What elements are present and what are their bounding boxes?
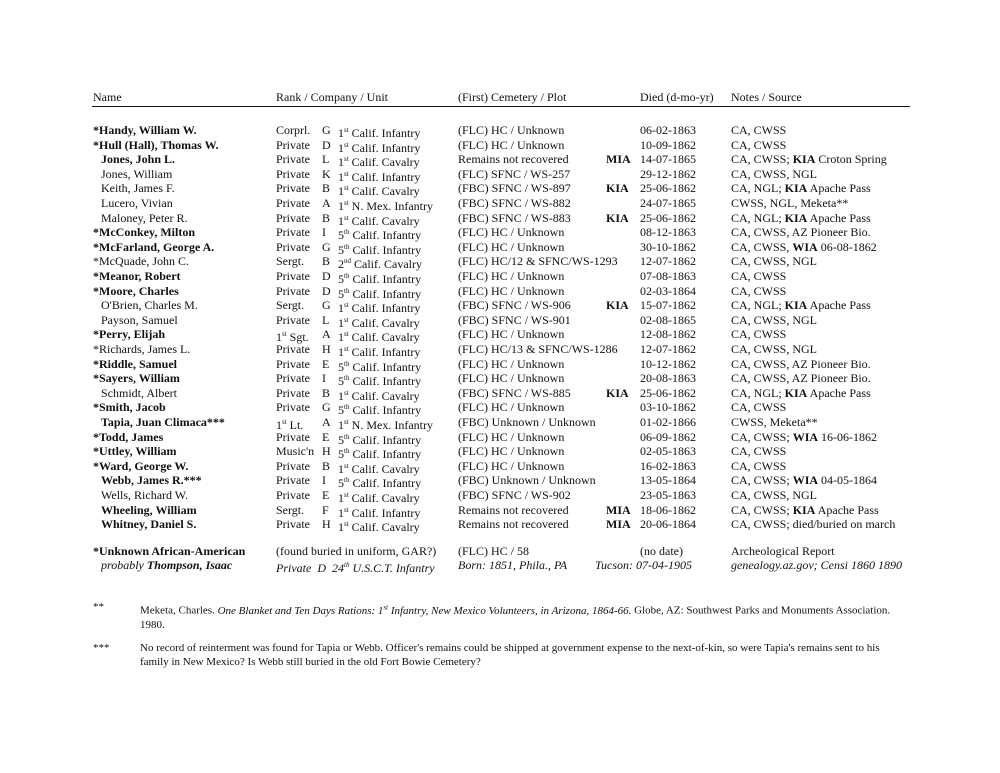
table-row [0, 400, 1000, 418]
company: F [322, 502, 329, 517]
unit: 1st Calif. Cavalry [338, 184, 420, 199]
cemetery-plot: (FLC) HC / Unknown [458, 283, 565, 298]
cemetery-plot: (FBC) SFNC / WS-882 [458, 196, 571, 210]
table-row [0, 517, 1000, 535]
soldier-name: O'Brien, Charles M. [101, 298, 198, 313]
rank: Private [276, 269, 310, 283]
company: E [322, 488, 330, 502]
soldier-name: Tapia, Juan Climaca*** [101, 415, 225, 429]
unit: 5th Calif. Infantry [338, 374, 422, 389]
notes-source: CA, NGL; KIA Apache Pass [731, 385, 871, 400]
died-date: 24-07-1865 [640, 196, 696, 210]
company: G [322, 298, 331, 313]
cemetery-plot: (FLC) HC / Unknown [458, 239, 565, 254]
footnote-mark-2: *** [93, 642, 110, 654]
died-date: 30-10-1862 [640, 239, 696, 254]
rank: Private [276, 181, 310, 196]
soldier-name: Keith, James F. [101, 181, 175, 196]
rank: Private [276, 196, 310, 210]
company: E [322, 429, 330, 444]
rank: 1st Lt. [276, 418, 304, 432]
rank: Corprl. [276, 123, 311, 137]
company: H [322, 444, 331, 459]
soldier-name: *Hull (Hall), Thomas W. [93, 137, 219, 152]
cemetery-plot: (FBC) SFNC / WS-885 [458, 385, 571, 400]
notes-source: CA, CWSS [731, 444, 787, 459]
died-date: 10-09-1862 [640, 137, 696, 152]
unit: 1st Calif. Cavalry [338, 315, 420, 330]
notes-source: CA, CWSS, NGL [731, 166, 818, 181]
cemetery-plot: Remains not recovered [458, 517, 569, 532]
company: H [322, 517, 331, 532]
notes-source: CA, CWSS, NGL [731, 254, 818, 269]
died-date: 23-05-1863 [640, 488, 696, 502]
unknown-notes: Archeological Report [731, 544, 835, 558]
company: E [322, 356, 330, 371]
cemetery-plot: (FLC) HC / Unknown [458, 458, 565, 473]
table-row [0, 152, 1000, 170]
unit: 5th Calif. Infantry [338, 403, 422, 418]
rank: Private [276, 166, 310, 181]
table-row [0, 123, 1000, 138]
unit: 1st Calif. Infantry [338, 126, 421, 140]
soldier-name: *Todd, James [93, 429, 164, 444]
company: D [322, 283, 331, 298]
cemetery-plot: (FLC) HC / Unknown [458, 429, 565, 444]
table-row [0, 167, 1000, 182]
rank: Private [276, 137, 310, 152]
status-flag: MIA [606, 152, 631, 167]
probable-name [101, 558, 232, 573]
rank: Private [276, 371, 310, 386]
company: I [322, 473, 326, 488]
table-row [0, 298, 1000, 316]
notes-source: CA, CWSS; WIA 16-06-1862 [731, 429, 878, 444]
cemetery-plot: (FLC) HC / Unknown [458, 371, 565, 386]
unit: 5th Calif. Infantry [338, 476, 422, 491]
header-notes: Notes / Source [731, 90, 802, 104]
table-row [0, 225, 1000, 243]
header-rule [92, 106, 910, 107]
rank: Private [276, 385, 310, 400]
unknown-name: *Unknown African-American [93, 544, 246, 558]
unit: 5th Calif. Infantry [338, 447, 422, 462]
notes-source: CWSS, NGL, Meketa** [731, 196, 849, 210]
notes-source: CA, CWSS [731, 458, 787, 473]
unit: 5th Calif. Infantry [338, 359, 422, 374]
died-date: 25-06-1862 [640, 210, 696, 225]
soldier-name: Jones, William [101, 166, 173, 181]
died-date: 13-05-1864 [640, 473, 696, 488]
company: G [322, 123, 331, 137]
rank: Private [276, 400, 310, 415]
notes-source: CA, CWSS, NGL [731, 312, 818, 327]
unit: 1st Calif. Cavalry [338, 155, 420, 170]
rank: Private [276, 312, 310, 327]
soldier-name: Jones, John L. [101, 152, 176, 167]
table-row [0, 503, 1000, 518]
notes-source: CA, CWSS [731, 327, 787, 342]
rank: Private [276, 225, 310, 240]
died-date: 02-03-1864 [640, 283, 696, 298]
unit: 1st Calif. Infantry [338, 301, 421, 316]
cemetery-plot: (FBC) SFNC / WS-883 [458, 210, 571, 225]
died-date: 25-06-1862 [640, 181, 696, 196]
header-rank: Rank / Company / Unit [276, 90, 388, 104]
soldier-name: *McFarland, George A. [93, 239, 215, 254]
notes-source: CA, CWSS; WIA 04-05-1864 [731, 473, 878, 488]
soldier-name: Lucero, Vivian [101, 196, 173, 210]
soldier-name: *Sayers, William [93, 371, 180, 386]
unit: 1st Calif. Infantry [338, 345, 421, 359]
rank: Sergt. [276, 502, 305, 517]
cemetery-plot: Remains not recovered [458, 502, 569, 517]
probable-name-bold: Thompson, Isaac [146, 558, 233, 572]
soldier-name: Wells, Richard W. [101, 488, 189, 502]
cemetery-plot: (FLC) HC / Unknown [458, 225, 565, 240]
unit: 1st Calif. Infantry [338, 505, 421, 520]
table-row [0, 459, 1000, 474]
status-flag: KIA [606, 385, 629, 400]
cemetery-plot: Remains not recovered [458, 152, 569, 167]
company: A [322, 327, 331, 342]
table-row [0, 386, 1000, 401]
probable-notes: genealogy.az.gov; Censi 1860 1890 [731, 558, 902, 572]
table-row [0, 342, 1000, 357]
died-date: 06-09-1862 [640, 429, 696, 444]
died-date: 10-12-1862 [640, 356, 696, 371]
died-date: 14-07-1865 [640, 152, 696, 167]
cemetery-plot: (FLC) HC / Unknown [458, 356, 565, 371]
company: G [322, 400, 331, 415]
rank: Private [276, 356, 310, 371]
soldier-name: Payson, Samuel [101, 312, 178, 327]
company: A [322, 415, 331, 429]
table-row [0, 473, 1000, 491]
table-row [0, 415, 1000, 430]
notes-source: CA, CWSS, NGL [731, 342, 818, 356]
unit: 5th Calif. Infantry [338, 286, 422, 301]
soldier-name: *McQuade, John C. [93, 254, 189, 269]
soldier-name: Wheeling, William [101, 502, 197, 517]
died-date: 02-05-1863 [640, 444, 696, 459]
probable-died: Tucson: 07-04-1905 [595, 558, 692, 572]
table-row [0, 313, 1000, 328]
probable-prefix: probably [101, 558, 147, 572]
notes-source: CA, CWSS, NGL [731, 488, 818, 502]
unknown-died: (no date) [640, 544, 683, 558]
rank: Private [276, 283, 310, 298]
company: D [322, 137, 331, 152]
table-row [0, 181, 1000, 199]
header-died: Died (d-mo-yr) [640, 90, 714, 104]
cemetery-plot: (FLC) HC / Unknown [458, 444, 565, 459]
probable-row [0, 558, 1000, 573]
cemetery-plot: (FLC) HC / Unknown [458, 400, 565, 415]
company: A [322, 196, 331, 210]
rank: Private [276, 210, 310, 225]
unit: 5th Calif. Infantry [338, 272, 422, 286]
cemetery-plot: (FLC) HC / Unknown [458, 269, 565, 283]
unknown-rank: (found buried in uniform, GAR?) [276, 544, 437, 558]
died-date: 12-07-1862 [640, 342, 696, 356]
table-row [0, 196, 1000, 211]
status-flag: MIA [606, 517, 631, 532]
rank: Private [276, 473, 310, 488]
status-flag: KIA [606, 298, 629, 313]
probable-born: Born: 1851, Phila., PA [458, 558, 568, 572]
unit: 1st Calif. Infantry [338, 140, 421, 155]
cemetery-plot: (FLC) SFNC / WS-257 [458, 166, 571, 181]
cemetery-plot: (FBC) SFNC / WS-902 [458, 488, 571, 502]
unit: 1st Calif. Cavalry [338, 520, 420, 535]
unit: 1st N. Mex. Infantry [338, 418, 433, 432]
notes-source: CA, NGL; KIA Apache Pass [731, 298, 871, 313]
cemetery-plot: (FBC) SFNC / WS-901 [458, 312, 571, 327]
notes-source: CA, CWSS; died/buried on march [731, 517, 896, 532]
notes-source: CA, CWSS; KIA Croton Spring [731, 152, 887, 167]
unit: 1st Calif. Cavalry [338, 491, 420, 505]
company: B [322, 254, 331, 269]
soldier-name: *Handy, William W. [93, 123, 197, 137]
status-flag: KIA [606, 210, 629, 225]
table-row [0, 240, 1000, 255]
cemetery-plot: (FLC) HC/12 & SFNC/WS-1293 [458, 254, 618, 269]
soldier-name: Schmidt, Albert [101, 385, 177, 400]
company: B [322, 385, 331, 400]
notes-source: CA, CWSS, AZ Pioneer Bio. [731, 371, 871, 386]
soldier-name: *Smith, Jacob [93, 400, 166, 415]
table-row [0, 488, 1000, 503]
died-date: 06-02-1863 [640, 123, 696, 137]
soldier-name: *Richards, James L. [93, 342, 191, 356]
header-cemetery: (First) Cemetery / Plot [458, 90, 567, 104]
unit: 1st Calif. Cavalry [338, 461, 420, 476]
unit: 5th Calif. Infantry [338, 432, 422, 447]
notes-source: CA, CWSS [731, 283, 787, 298]
died-date: 01-02-1866 [640, 415, 696, 429]
notes-source: CA, CWSS [731, 269, 787, 283]
soldier-name: Whitney, Daniel S. [101, 517, 197, 532]
company: I [322, 371, 326, 386]
notes-source: CA, CWSS [731, 137, 787, 152]
company: D [322, 269, 331, 283]
company: L [322, 152, 330, 167]
company: L [322, 312, 330, 327]
unknown-row [0, 544, 1000, 559]
died-date: 12-07-1862 [640, 254, 696, 269]
soldier-name: *Perry, Elijah [93, 327, 165, 342]
unit: 1st Calif. Cavalry [338, 388, 420, 403]
died-date: 08-12-1863 [640, 225, 696, 240]
rank: Private [276, 488, 310, 502]
died-date: 29-12-1862 [640, 166, 696, 181]
cemetery-plot: (FLC) HC / Unknown [458, 327, 565, 342]
unit: 1st Calif. Cavalry [338, 213, 420, 228]
company: I [322, 225, 326, 240]
unit: 5th Calif. Infantry [338, 228, 422, 243]
probable-rank: Private D 24th U.S.C.T. Infantry [276, 561, 435, 575]
notes-source: CA, CWSS [731, 400, 787, 415]
died-date: 07-08-1863 [640, 269, 696, 283]
soldier-name: *McConkey, Milton [93, 225, 195, 240]
rank: Sergt. [276, 254, 305, 269]
footnote-text-1: Meketa, Charles. One Blanket and Ten Days Rations: 1st Infantry, New Mexico Volunteers, in Arizona, 1864-66. Globe, AZ: Southwest Parks and Monuments Association. 1980. [140, 603, 891, 631]
died-date: 18-06-1862 [640, 502, 696, 517]
soldier-name: *Riddle, Samuel [93, 356, 178, 371]
table-row [0, 357, 1000, 372]
rank: 1st Sgt. [276, 330, 309, 345]
table-row [0, 371, 1000, 389]
soldier-name: Maloney, Peter R. [101, 210, 188, 225]
died-date: 15-07-1862 [640, 298, 696, 313]
notes-source: CA, NGL; KIA Apache Pass [731, 181, 871, 196]
notes-source: CA, NGL; KIA Apache Pass [731, 210, 871, 225]
rank: Private [276, 239, 310, 254]
rank: Private [276, 517, 310, 532]
cemetery-plot: (FBC) Unknown / Unknown [458, 415, 596, 429]
notes-source: CA, CWSS; KIA Apache Pass [731, 502, 879, 517]
company: B [322, 181, 331, 196]
footnote-mark-1: ** [93, 601, 104, 613]
company: K [322, 166, 331, 181]
unit: 5th Calif. Infantry [338, 242, 422, 257]
table-row [0, 284, 1000, 299]
table-row [0, 269, 1000, 284]
footnote-text-2: No record of reinterment was found for Tapia or Webb. Officer's remains could be shipped at government expense to the next-of-kin, so were Tapia's remains sent to his family in New Mexico? Is Webb still buried in the old Fort Bowie Cemetery? [140, 642, 880, 668]
died-date: 16-02-1863 [640, 458, 696, 473]
unit: 1st Calif. Cavalry [338, 330, 420, 345]
notes-source: CA, CWSS, AZ Pioneer Bio. [731, 356, 871, 371]
notes-source: CA, CWSS, WIA 06-08-1862 [731, 239, 877, 254]
unit: 1st N. Mex. Infantry [338, 199, 433, 213]
rank: Private [276, 458, 310, 473]
died-date: 03-10-1862 [640, 400, 696, 415]
company: B [322, 458, 331, 473]
soldier-name: *Meanor, Robert [93, 269, 181, 283]
cemetery-plot: (FLC) HC / Unknown [458, 123, 565, 137]
header-name: Name [93, 90, 122, 104]
rank: Private [276, 152, 310, 167]
table-row [0, 327, 1000, 345]
soldier-name: *Ward, George W. [93, 458, 189, 473]
rank: Sergt. [276, 298, 305, 313]
cemetery-plot: (FLC) HC/13 & SFNC/WS-1286 [458, 342, 618, 356]
died-date: 20-08-1863 [640, 371, 696, 386]
cemetery-plot: (FLC) HC / Unknown [458, 137, 565, 152]
died-date: 25-06-1862 [640, 385, 696, 400]
company: G [322, 239, 331, 254]
notes-source: CWSS, Meketa** [731, 415, 818, 429]
table-row [0, 430, 1000, 445]
unknown-cemetery: (FLC) HC / 58 [458, 544, 530, 558]
cemetery-plot: (FBC) SFNC / WS-906 [458, 298, 571, 313]
cemetery-plot: (FBC) SFNC / WS-897 [458, 181, 571, 196]
rank: Private [276, 429, 310, 444]
soldier-name: *Uttley, William [93, 444, 177, 459]
soldier-name: *Moore, Charles [93, 283, 179, 298]
notes-source: CA, CWSS [731, 123, 787, 137]
table-row [0, 211, 1000, 226]
rank: Music'n [276, 444, 315, 459]
soldier-name: Webb, James R.*** [101, 473, 202, 488]
status-flag: MIA [606, 502, 631, 517]
died-date: 20-06-1864 [640, 517, 696, 532]
rank: Private [276, 342, 310, 356]
unit: 1st Calif. Infantry [338, 169, 421, 184]
died-date: 02-08-1865 [640, 312, 696, 327]
table-row [0, 254, 1000, 272]
notes-source: CA, CWSS, AZ Pioneer Bio. [731, 225, 871, 240]
died-date: 12-08-1862 [640, 327, 696, 342]
table-row [0, 444, 1000, 462]
table-row [0, 138, 1000, 153]
unit: 2nd Calif. Cavalry [338, 257, 422, 272]
company: H [322, 342, 331, 356]
company: B [322, 210, 331, 225]
status-flag: KIA [606, 181, 629, 196]
cemetery-plot: (FBC) Unknown / Unknown [458, 473, 596, 488]
